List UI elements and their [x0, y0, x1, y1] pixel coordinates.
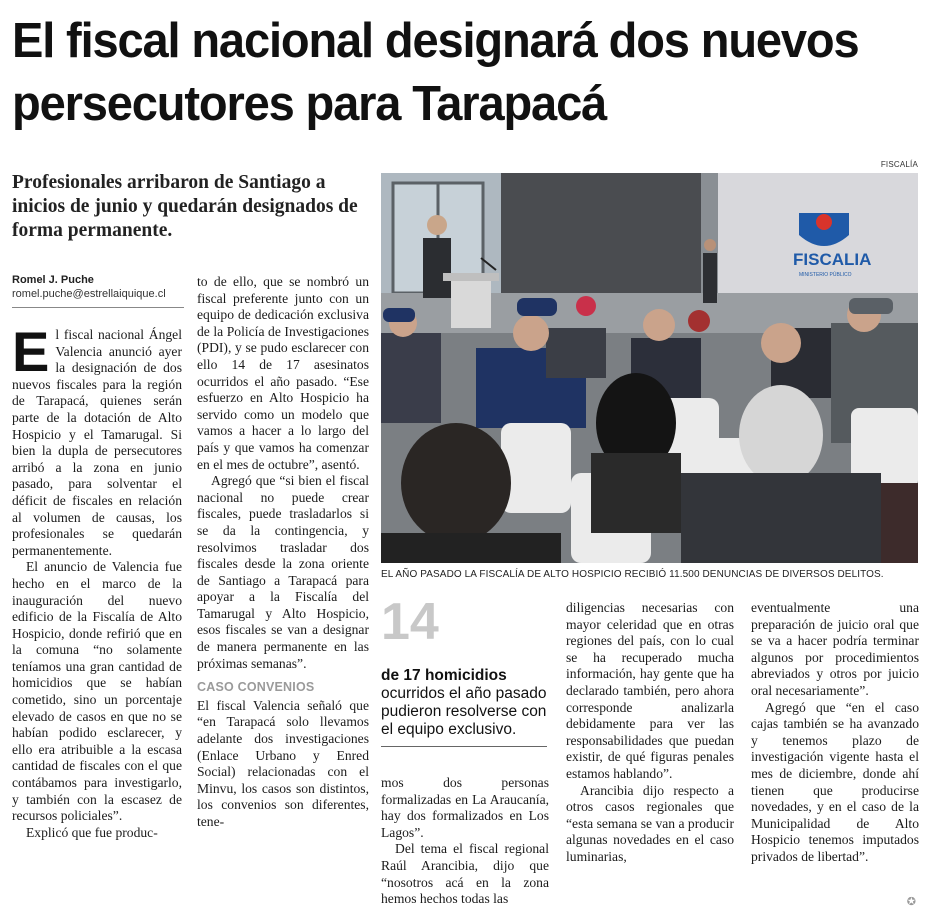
- stat-description: [381, 667, 553, 739]
- article-paragraph: El anuncio de Valencia fue hecho en el marco de la inauguración del nuevo edificio de la Fiscalía de Alto Hospicio, donde refirió que en la comuna “no solamente teníamos una gran cantidad de homicidios que se habían cometido, sino un porcentaje elevado de casos en que no se habían podido esclarecer, y ello era atribuible a la escasa cantidad de fiscales con el que contábamos para investigarlo, y también con la escasez de recursos policiales”.: [12, 559, 182, 824]
- stat-highlight: de 17 homicidios: [381, 667, 507, 684]
- section-heading: CASO CONVENIOS: [197, 680, 315, 695]
- article-paragraph: Del tema el fiscal regional Raúl Arancibia, dijo que “nosotros acá en la zona hemos hechos todas las: [381, 841, 549, 907]
- article-paragraph: to de ello, que se nombró un fiscal preferente junto con un equipo de dedicación exclusiva de la Policía de Investigaciones (PDI), y se pudo esclarecer con ello 14 de 17 asesinatos ocurridos el año pasado. “Ese esfuerzo en Alto Hospicio ha servido como un modelo que vamos a hacer a lo largo del país y que vamos ha comenzar en el mes de octubre”, asentó.: [197, 274, 369, 472]
- article-paragraph: Agregó que “si bien el fiscal nacional no puede crear fiscales, puede trasladarlos si se da la contingencia, y resolvimos trasladar dos fiscales desde la zona oriente de Santiago a Tarapacá para apoyar a la Fiscalía del Tamarugal y Alto Hospicio, esos fiscales se van a designar de manera permanente en las próximas semanas”.: [197, 473, 369, 671]
- article-paragraph: [12, 320, 182, 559]
- photo-caption: EL AÑO PASADO LA FISCALÍA DE ALTO HOSPICIO RECIBIÓ 11.500 DENUNCIAS DE DIVERSOS DELITOS.: [381, 569, 884, 580]
- article-paragraph: eventualmente una preparación de juicio oral que se va a hacer podría terminar algunos por procedimientos abreviados y otros por juicio oral necesariamente”.: [751, 600, 919, 698]
- stat-rest: ocurridos el año pasado pudieron resolverse con el equipo exclusivo.: [381, 685, 547, 738]
- article-column-2: [197, 274, 369, 831]
- article-paragraph: El fiscal Valencia señaló que “en Tarapacá solo llevamos adelante dos investigaciones (Enlace Urbano y Enred Social) relacionadas con el Minvu, los casos son distintos, los convenios son diferentes, tene-: [197, 697, 369, 829]
- byline-email[interactable]: romel.puche@estrellaiquique.cl: [12, 288, 166, 300]
- byline-divider: [12, 307, 184, 308]
- photo-credit: FISCALÍA: [880, 160, 918, 169]
- paragraph-text: l fiscal nacional Ángel Valencia anunció ayer la designación de dos nuevos fiscales para la región de Tarapacá, quienes serán parte de la dotación de Alto Hospicio y el Tamarugal. Si bien la dupla de persecutores arribó a la zona en junio pasado, para solventar el déficit de fiscales en relación al volumen de causas, los profesionales se quedarán permanentemente.: [12, 327, 182, 558]
- article-paragraph: diligencias necesarias con mayor celeridad que en otras regiones del país, con lo cual se ha recuperado mucha información, hay gente que ha declarado también, pero ahora corresponde analizarla debidamente para ver las responsabilidades que puedan existir, de qué figuras penales estamos hablando”.: [566, 600, 734, 781]
- photo-illustration: [381, 173, 918, 563]
- article-column-4: [566, 600, 734, 866]
- drop-cap: E: [12, 320, 50, 383]
- article-column-3: [381, 775, 549, 908]
- end-mark-icon: ✪: [906, 896, 916, 908]
- event-photo: [381, 173, 918, 563]
- article-column-5: [751, 600, 919, 866]
- article-paragraph: Explicó que fue produc-: [26, 824, 158, 840]
- banner-title: FISCALIA: [793, 250, 872, 269]
- article-paragraph: Arancibia dijo respecto a otros casos regionales que “esta semana se van a producir algunas novedades en el caso luminarias,: [566, 782, 734, 864]
- stat-divider: [381, 746, 547, 747]
- article-column-1: [12, 320, 182, 841]
- article-paragraph: mos dos personas formalizadas en La Araucanía, hay dos formalizados en Los Lagos”.: [381, 775, 549, 840]
- subheadline: Profesionales arribaron de Santiago a inicios de junio y quedarán designados de forma permanente.: [12, 172, 358, 241]
- byline-author: Romel J. Puche: [12, 274, 94, 286]
- article-paragraph: Agregó que “en el caso cajas también se ha avanzado y tenemos plazo de investigación vigente hasta el mes de diciembre, donde ahí tienen que producirse novedades, y en el caso de la Municipalidad de Alto Hospicio tenemos imputados privados de libertad”.: [751, 699, 919, 864]
- banner-subtitle: MINISTERIO PÚBLICO: [799, 272, 852, 278]
- headline: El fiscal nacional designará dos nuevos persecutores para Tarapacá: [12, 14, 859, 131]
- stat-number: 14: [381, 593, 439, 651]
